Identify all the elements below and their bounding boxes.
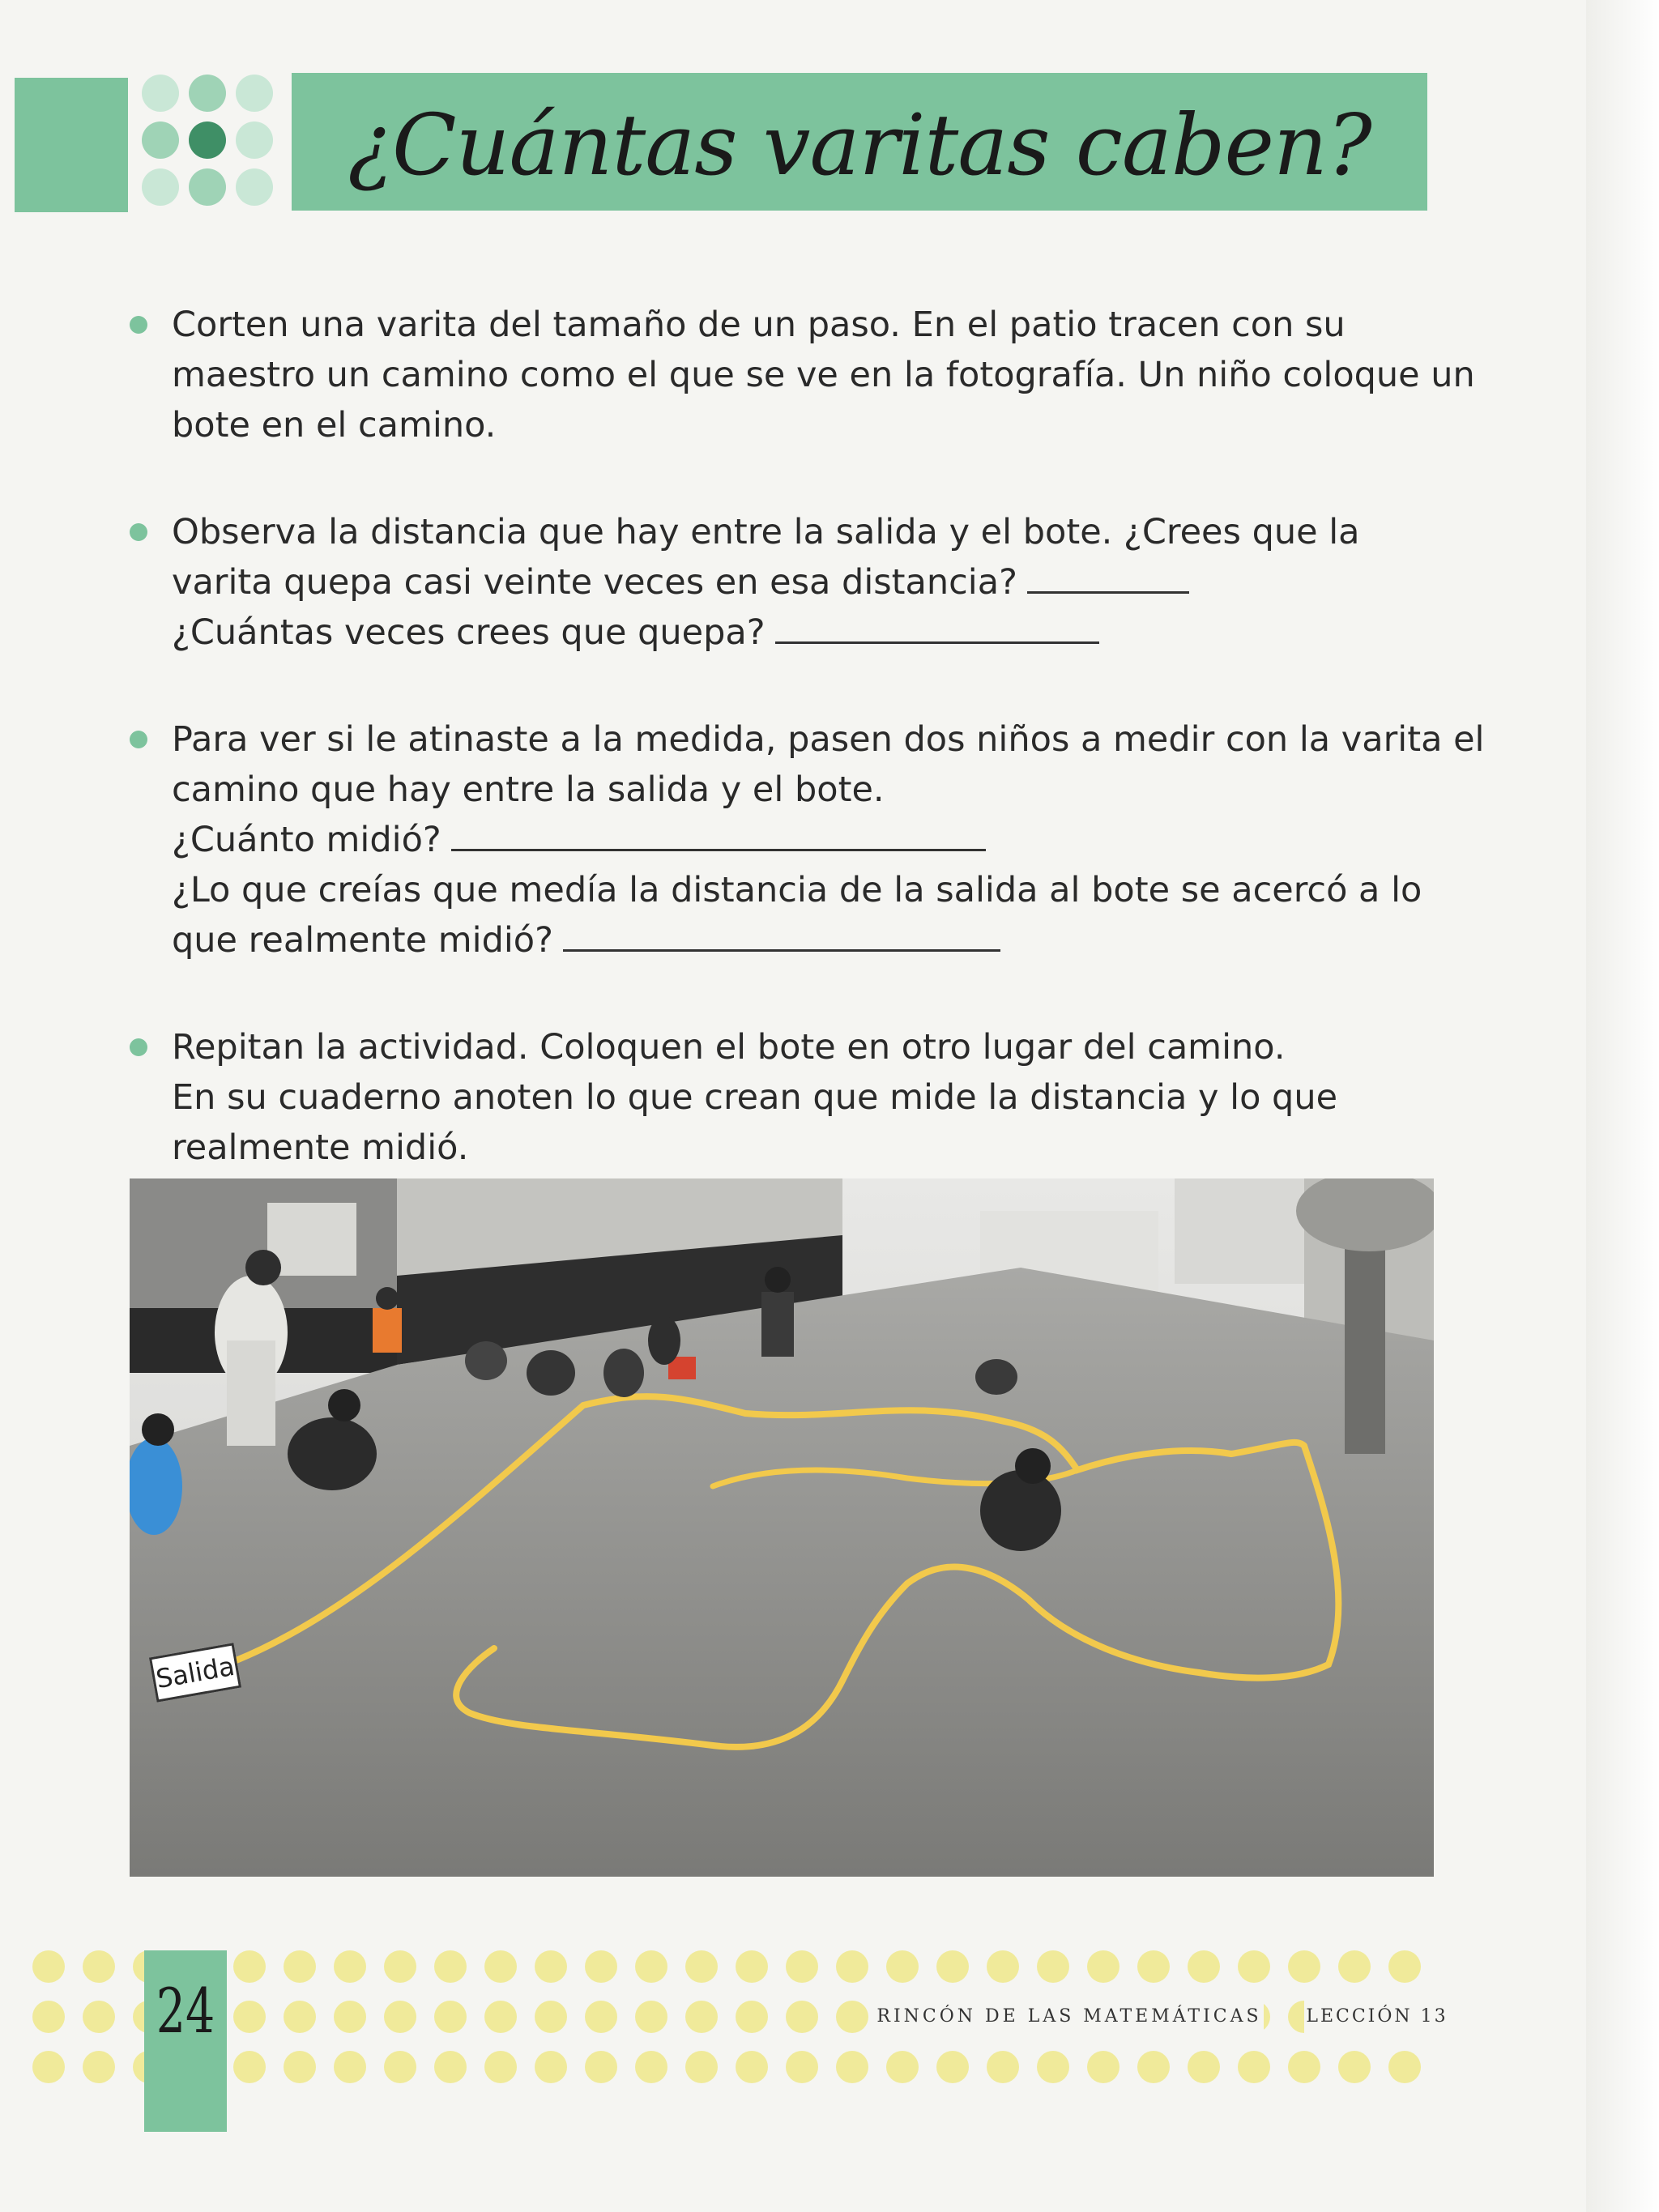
bullet-icon xyxy=(130,1038,147,1056)
text-line: Repitan la actividad. Coloquen el bote en otro lugar del camino. xyxy=(172,1027,1286,1068)
footer-dot xyxy=(334,1950,366,1983)
question-text: ¿Cuántas veces crees que quepa? xyxy=(172,612,766,653)
footer-dot xyxy=(434,2051,467,2083)
footer-dot xyxy=(384,2051,416,2083)
footer-dot xyxy=(786,1950,818,1983)
page-title: ¿Cuántas varitas caben? xyxy=(348,96,1371,194)
footer-dot xyxy=(685,2001,718,2033)
page-number-box xyxy=(144,1950,227,2132)
text-line: En su cuaderno anoten lo que crean que mide la distancia y lo que xyxy=(172,1077,1338,1118)
footer-dot xyxy=(384,1950,416,1983)
header-dot-pattern xyxy=(142,75,279,212)
footer-dot xyxy=(233,2001,266,2033)
footer-dot xyxy=(484,2051,517,2083)
footer-dot xyxy=(32,2001,65,2033)
footer-dot xyxy=(736,2051,768,2083)
footer-dot xyxy=(535,2001,567,2033)
footer-dot xyxy=(1037,1950,1069,1983)
footer-dot xyxy=(585,2001,617,2033)
text-line: Observa la distancia que hay entre la salida y el bote. ¿Crees que la xyxy=(172,512,1360,552)
text-line-with-blank xyxy=(172,607,1442,658)
instruction-item xyxy=(130,1022,1442,1173)
text-line-with-blank xyxy=(172,815,1442,865)
footer-dot xyxy=(936,1950,969,1983)
footer-dot xyxy=(83,1950,115,1983)
text-line: Corten una varita del tamaño de un paso. En el patio tracen con su xyxy=(172,305,1346,345)
footer-dot xyxy=(635,1950,667,1983)
footer-dot xyxy=(836,1950,868,1983)
footer-dot xyxy=(736,1950,768,1983)
footer-dot xyxy=(836,2051,868,2083)
footer-dot xyxy=(284,2001,316,2033)
footer-dot xyxy=(635,2001,667,2033)
footer-dot xyxy=(1238,1950,1270,1983)
footer-dot xyxy=(434,1950,467,1983)
text-line: maestro un camino como el que se ve en la fotografía. Un niño coloque un xyxy=(172,355,1475,395)
footer-dot xyxy=(1137,2051,1170,2083)
bullet-icon xyxy=(130,316,147,334)
schoolyard-photo xyxy=(130,1178,1434,1877)
footer-dot xyxy=(1137,1950,1170,1983)
footer-dot xyxy=(334,2051,366,2083)
footer-dot xyxy=(384,2001,416,2033)
question-text: que realmente midió? xyxy=(172,920,553,961)
title-banner xyxy=(292,73,1427,211)
bullet-icon xyxy=(130,731,147,748)
text-line: bote en el camino. xyxy=(172,405,497,445)
bullet-icon xyxy=(130,523,147,541)
footer-dot xyxy=(1188,2051,1220,2083)
footer-dot xyxy=(1087,2051,1120,2083)
instruction-item xyxy=(130,507,1442,658)
footer-dot xyxy=(535,2051,567,2083)
text-line: camino que hay entre la salida y el bote. xyxy=(172,769,885,810)
footer-dot xyxy=(1037,2051,1069,2083)
text-line-with-blank xyxy=(172,915,1442,965)
footer-dot xyxy=(83,2051,115,2083)
footer-dot xyxy=(987,2051,1019,2083)
footer-dot xyxy=(1288,1950,1320,1983)
footer-dot xyxy=(786,2001,818,2033)
text-line-with-blank xyxy=(172,557,1442,607)
page-edge xyxy=(1586,0,1659,2212)
instruction-item xyxy=(130,300,1475,450)
footer-dot xyxy=(484,1950,517,1983)
series-name: RINCÓN DE LAS MATEMÁTICAS xyxy=(875,1999,1264,2035)
footer-dot xyxy=(484,2001,517,2033)
footer-dot xyxy=(1188,1950,1220,1983)
schoolyard-illustration xyxy=(130,1178,1434,1877)
footer-dot xyxy=(1338,1950,1371,1983)
footer-dot xyxy=(886,2051,919,2083)
footer-dot xyxy=(284,2051,316,2083)
instruction-item xyxy=(130,714,1485,965)
footer-dot xyxy=(886,1950,919,1983)
salida-label: Salida xyxy=(149,1643,241,1703)
footer-dot xyxy=(736,2001,768,2033)
question-text: ¿Cuánto midió? xyxy=(172,820,441,860)
footer-dot xyxy=(585,1950,617,1983)
footer-dot xyxy=(685,1950,718,1983)
answer-blank[interactable] xyxy=(1027,559,1189,594)
answer-blank[interactable] xyxy=(775,609,1099,644)
footer-dot xyxy=(334,2001,366,2033)
page-number: 24 xyxy=(156,1975,215,2047)
footer-dot xyxy=(233,2051,266,2083)
activity-instructions xyxy=(130,300,1485,1230)
footer-dot xyxy=(836,2001,868,2033)
footer-dot xyxy=(284,1950,316,1983)
answer-blank[interactable] xyxy=(451,816,986,851)
footer-dot xyxy=(1388,1950,1421,1983)
footer-dot xyxy=(434,2001,467,2033)
footer-dot xyxy=(83,2001,115,2033)
footer-dot xyxy=(32,1950,65,1983)
footer-dot xyxy=(685,2051,718,2083)
footer-dot xyxy=(585,2051,617,2083)
footer-dot xyxy=(635,2051,667,2083)
text-line: ¿Lo que creías que medía la distancia de la salida al bote se acercó a lo xyxy=(172,870,1422,910)
footer-dot xyxy=(233,1950,266,1983)
footer-dot xyxy=(786,2051,818,2083)
footer-dot xyxy=(1087,1950,1120,1983)
footer-dot xyxy=(32,2051,65,2083)
lesson-label: LECCIÓN 13 xyxy=(1304,1999,1450,2035)
header-color-block xyxy=(15,78,128,212)
footer-dot xyxy=(936,2051,969,2083)
footer-dot xyxy=(1238,2051,1270,2083)
footer-dot xyxy=(987,1950,1019,1983)
footer-dot xyxy=(1288,2051,1320,2083)
text-line: realmente midió. xyxy=(172,1127,469,1168)
footer-dot xyxy=(1388,2051,1421,2083)
question-text: varita quepa casi veinte veces en esa distancia? xyxy=(172,562,1017,603)
text-line: Para ver si le atinaste a la medida, pasen dos niños a medir con la varita el xyxy=(172,719,1485,760)
answer-blank[interactable] xyxy=(563,917,1000,952)
footer-dot xyxy=(535,1950,567,1983)
footer-dot xyxy=(1338,2051,1371,2083)
